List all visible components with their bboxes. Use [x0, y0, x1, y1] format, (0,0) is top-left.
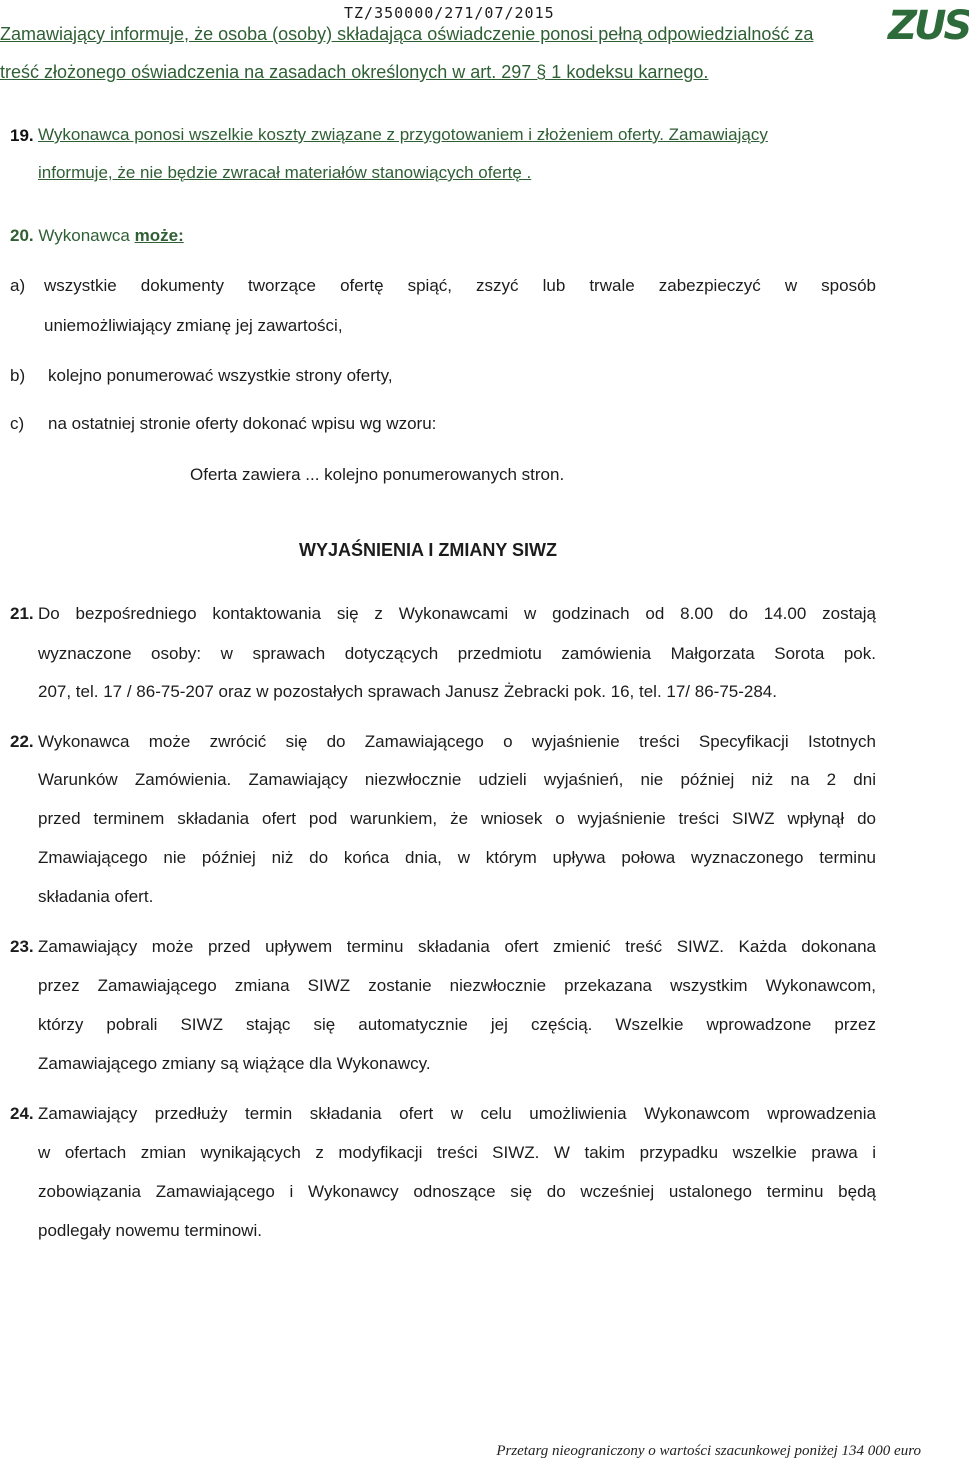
section-23-number: 23.: [10, 937, 34, 956]
section-23-line-2: przez Zamawiającego zmiana SIWZ zostanie niezwłocznie przekazana wszystkim Wykonawcom,: [38, 976, 876, 995]
item-c-label: c): [10, 414, 25, 433]
section-20-lead-bold: może:: [134, 226, 184, 245]
section-24-line-2: w ofertach zmian wynikających z modyfikacji treści SIWZ. W takim przypadku wszelkie prawa i: [38, 1143, 876, 1162]
section-24-line-1: Zamawiający przedłuży termin składania ofert w celu umożliwienia Wykonawcom wprowadzenia: [38, 1104, 876, 1123]
section-20-number: 20.: [10, 226, 34, 245]
section-22-line-3: przed terminem składania ofert pod warunkiem, że wniosek o wyjaśnienie treści SIWZ wpłynął do: [38, 809, 876, 828]
header-line-1: Zamawiający informuje, że osoba (osoby) składająca oświadczenie ponosi pełną odpowiedzialność za: [0, 24, 814, 44]
section-23-line-1: Zamawiający może przed upływem terminu składania ofert zmienić treść SIWZ. Każda dokonana: [38, 937, 876, 956]
section-22-line-1: Wykonawca może zwrócić się do Zamawiającego o wyjaśnienie treści Specyfikacji Istotnych: [38, 732, 876, 751]
zus-logo: [888, 3, 969, 49]
section-21-line-3: 207, tel. 17 / 86-75-207 oraz w pozostałych sprawach Janusz Żebracki pok. 16, tel. 17/ 86-75-284.: [38, 682, 777, 701]
section-19-line-2: informuje, że nie będzie zwracał materiałów stanowiących ofertę .: [38, 163, 532, 182]
section-19-number: 19.: [10, 126, 34, 145]
section-heading: WYJAŚNIENIA I ZMIANY SIWZ: [299, 540, 558, 560]
section-19-line-1: Wykonawca ponosi wszelkie koszty związane z przygotowaniem i złożeniem oferty. Zamawiający: [38, 125, 768, 144]
section-23-line-3: którzy pobrali SIWZ stając się automatycznie jej częścią. Wszelkie wprowadzone przez: [38, 1015, 876, 1034]
section-21-number: 21.: [10, 604, 34, 623]
zus-logo-text: ZUS: [888, 3, 969, 49]
section-24-line-3: zobowiązania Zamawiającego i Wykonawcy odnoszące się do wcześniej ustalonego terminu będą: [38, 1182, 876, 1201]
section-22-line-2: Warunków Zamówienia. Zamawiający niezwłocznie udzieli wyjaśnień, nie później niż na 2 dni: [38, 770, 876, 789]
section-20-lead: Wykonawca: [38, 226, 130, 245]
section-22-line-5: składania ofert.: [38, 887, 154, 906]
section-21-line-1: Do bezpośredniego kontaktowania się z Wykonawcami w godzinach od 8.00 do 14.00 zostają: [38, 604, 876, 623]
item-c-text: na ostatniej stronie oferty dokonać wpisu wg wzoru:: [48, 414, 437, 433]
formula-text: Oferta zawiera ... kolejno ponumerowanych stron.: [190, 465, 565, 484]
section-24-number: 24.: [10, 1104, 34, 1123]
header-line-2: treść złożonego oświadczenia na zasadach określonych w art. 297 § 1 kodeksu karnego.: [0, 62, 709, 82]
item-a-line-2: uniemożliwiający zmianę jej zawartości,: [44, 316, 343, 335]
page-footer: Przetarg nieograniczony o wartości szacunkowej poniżej 134 000 euro: [496, 1443, 921, 1459]
item-b-label: b): [10, 366, 26, 385]
section-22-line-4: Zmawiającego nie później niż do końca dnia, w którym upływa połowa wyznaczonego terminu: [38, 848, 876, 867]
section-20-heading: [10, 226, 184, 246]
item-b-text: kolejno ponumerować wszystkie strony oferty,: [48, 366, 393, 385]
section-22-number: 22.: [10, 732, 34, 751]
section-21-line-2: wyznaczone osoby: w sprawach dotyczących przedmiotu zamówienia Małgorzata Sorota pok.: [38, 644, 876, 663]
section-23-line-4: Zamawiającego zmiany są wiążące dla Wykonawcy.: [38, 1054, 431, 1073]
item-a-line-1: wszystkie dokumenty tworzące ofertę spiąć, zszyć lub trwale zabezpieczyć w sposób: [44, 276, 876, 295]
item-a-label: a): [10, 276, 26, 295]
section-24-line-4: podlegały nowemu terminowi.: [38, 1221, 262, 1240]
reference-number: TZ/350000/271/07/2015: [344, 4, 555, 22]
